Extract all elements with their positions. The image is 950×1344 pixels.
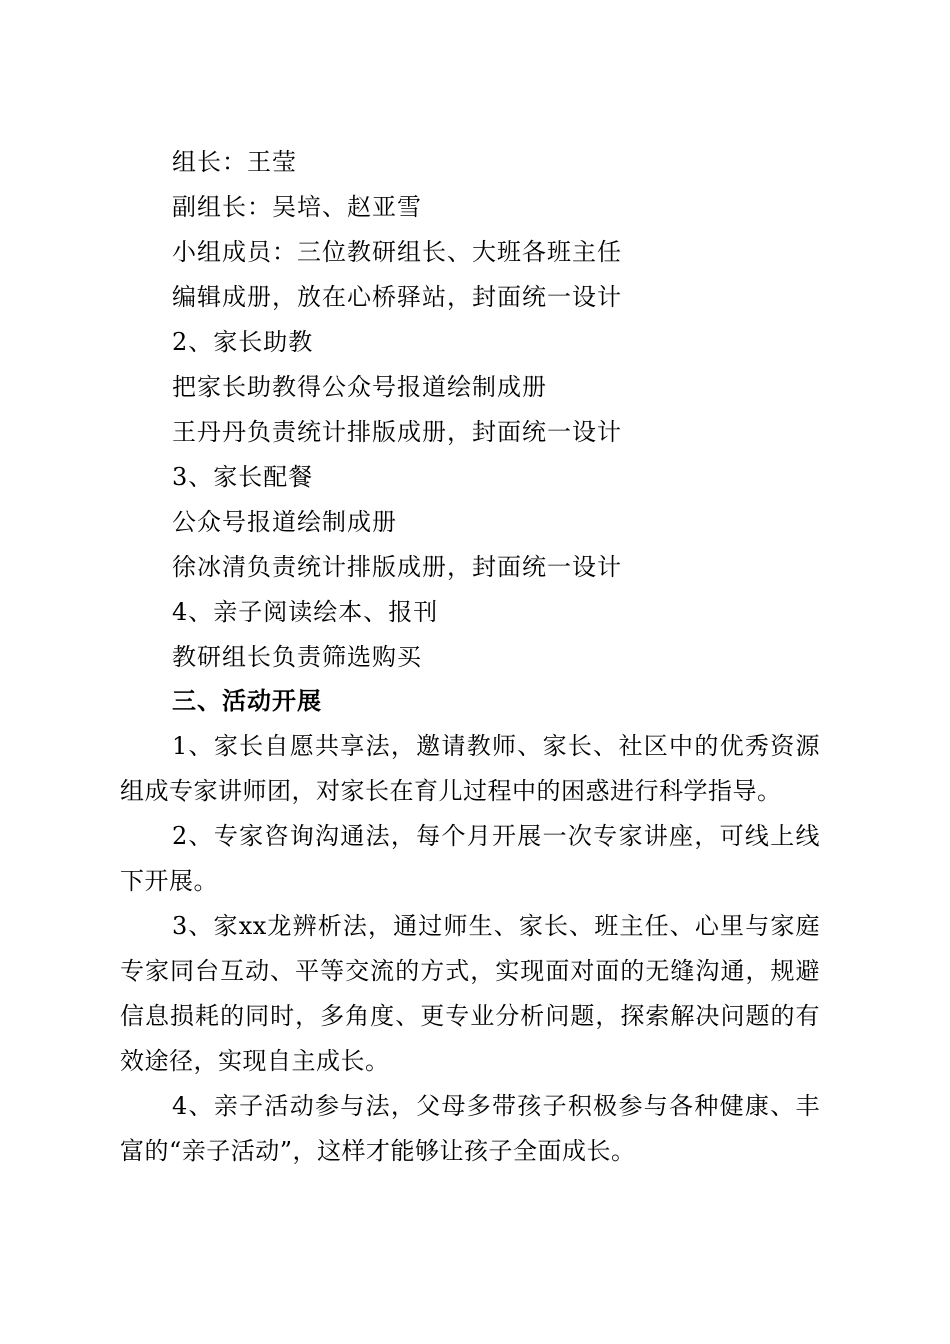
text-line-teaching-assistant: 把家长助教得公众号报道绘制成册 [172,373,547,401]
text-line-purchase: 教研组长负责筛选购买 [172,643,422,671]
text-line-item-4: 4、亲子阅读绘本、报刊 [172,598,439,626]
text-line-public-account: 公众号报道绘制成册 [172,508,397,536]
text-line-deputy-leader: 副组长：吴培、赵亚雪 [172,193,422,221]
paragraph-1: 1、家长自愿共享法，邀请教师、家长、社区中的优秀资源组成专家讲师团，对家长在育儿过程中的困惑进行科学指导。 [120,732,820,805]
text-line-xu-bingqing: 徐冰清负责统计排版成册，封面统一设计 [172,553,622,581]
text-line-item-3: 3、家长配餐 [172,463,314,491]
text-line-wang-dandan: 王丹丹负责统计排版成册，封面统一设计 [172,418,622,446]
section-heading: 三、活动开展 [172,687,322,715]
text-line-item-2: 2、家长助教 [172,328,314,356]
text-line-group-leader: 组长：王莹 [172,148,297,176]
text-line-edit-booklet: 编辑成册，放在心桥驿站，封面统一设计 [172,283,622,311]
text-line-group-members: 小组成员：三位教研组长、大班各班主任 [172,238,622,266]
paragraph-2: 2、专家咨询沟通法，每个月开展一次专家讲座，可线上线下开展。 [120,822,820,895]
paragraph-3: 3、家xx龙辨析法，通过师生、家长、班主任、心里与家庭专家同台互动、平等交流的方式，实现面对面的无缝沟通，规避信息损耗的同时，多角度、更专业分析问题，探索解决问题的有效途径，实现自主成长。 [120,912,820,1075]
paragraph-4: 4、亲子活动参与法，父母多带孩子积极参与各种健康、丰富的“亲子活动”，这样才能够让孩子全面成长。 [120,1092,820,1165]
